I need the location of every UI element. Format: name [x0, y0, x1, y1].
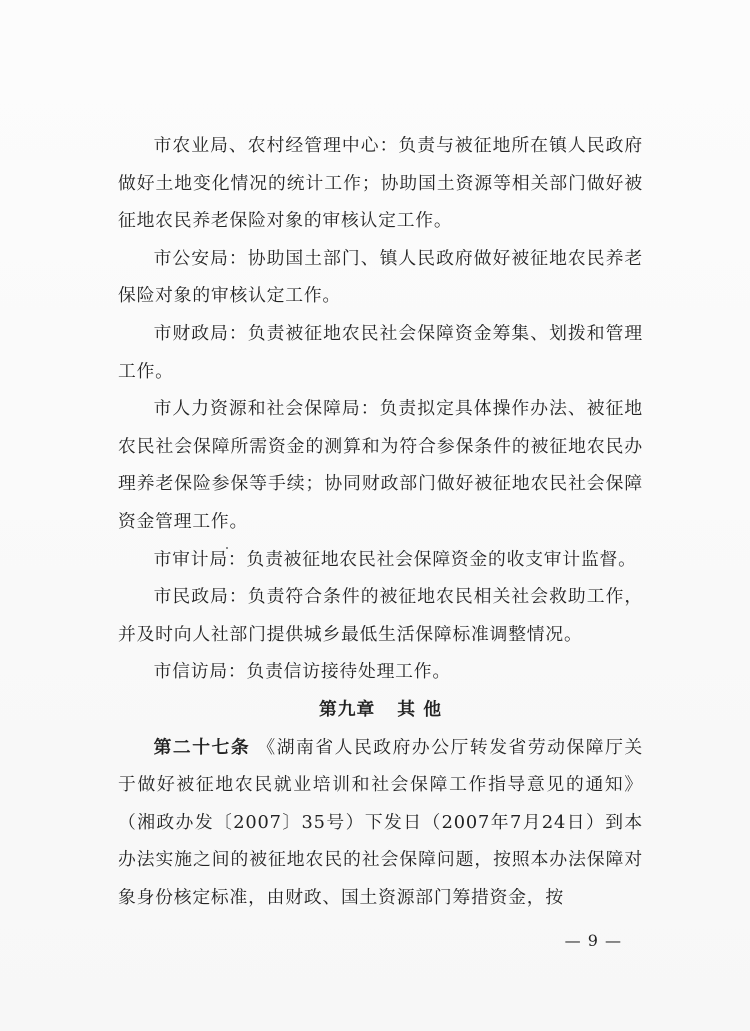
paragraph-agriculture-bureau: 市农业局、农村经管理中心：负责与被征地所在镇人民政府做好土地变化情况的统计工作；协助国土资源等相关部门做好被征地农民养老保险对象的审核认定工作。 — [118, 135, 643, 232]
paragraph-audit-bureau: 市审计局：负责被征地农民社会保障资金的收支审计监督。 — [153, 548, 637, 570]
scan-speck — [226, 547, 228, 549]
article-label: 第二十七条 — [153, 736, 251, 758]
chapter-heading — [118, 691, 643, 729]
paragraph-human-resources-bureau: 市人力资源和社会保障局：负责拟定具体操作办法、被征地农民社会保障所需资金的测算和为符合参保条件的被征地农民办理养老保险参保等手续；协同财政部门做好被征地农民社会保障资金管理工作。 — [118, 398, 643, 532]
chapter-title: 其 他 — [397, 698, 443, 720]
paragraph-public-security-bureau: 市公安局：协助国土部门、镇人民政府做好被征地农民养老保险对象的审核认定工作。 — [118, 247, 643, 307]
paragraph-civil-affairs-bureau: 市民政局：负责符合条件的被征地农民相关社会救助工作，并及时向人社部门提供城乡最低生活保障标准调整情况。 — [118, 586, 643, 645]
page-number: — 9 — — [564, 931, 622, 950]
paragraph-petition-bureau: 市信访局：负责信访接待处理工作。 — [153, 661, 451, 683]
article-paragraph — [118, 729, 643, 917]
paragraph-finance-bureau: 市财政局：负责被征地农民社会保障资金筹集、划拨和管理工作。 — [118, 322, 643, 382]
document-body — [118, 127, 643, 916]
article-text: 《湖南省人民政府办公厅转发省劳动保障厅关于做好被征地农民就业培训和社会保障工作指导意见的通知》（湘政办发〔2007〕35号）下发日（2007年7月24日）到本办法实施之间的被征地农民的社会保障问题，按照本办法保障对象身份核定标准，由财政、国土资源部门筹措资金，按 — [118, 736, 643, 908]
chapter-number: 第九章 — [318, 698, 376, 720]
